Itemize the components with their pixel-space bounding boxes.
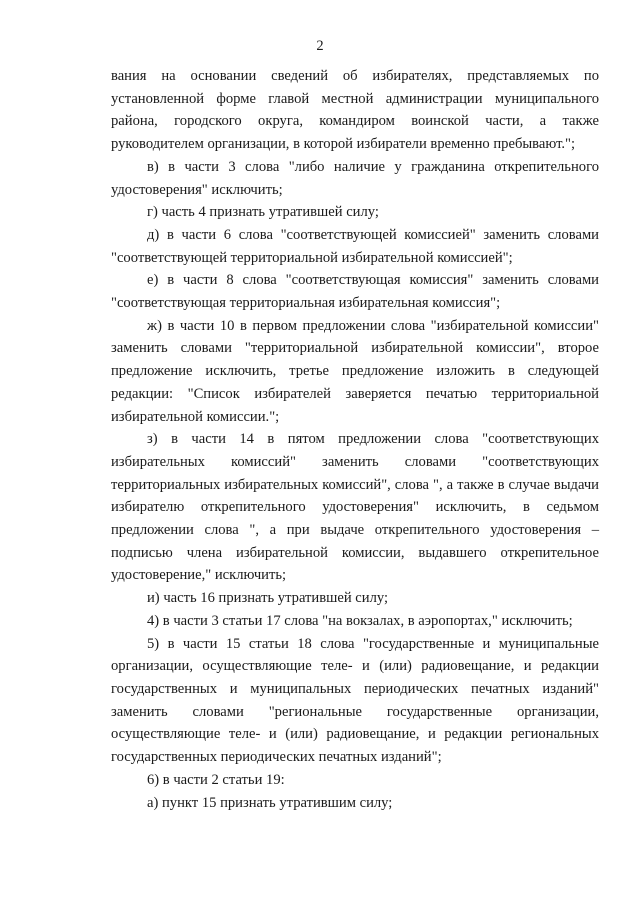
paragraph: а) пункт 15 признать утратившим силу; [147,794,393,811]
paragraph: е) в части 8 слова "соответствующая комиссия" заменить словами "соответствующая территориальная избирательная комиссия"; [111,272,599,312]
document-body [111,65,599,814]
paragraph: ж) в части 10 в первом предложении слова "избирательной комиссии" заменить словами "территориальной избирательной комиссии", второе предложение исключить, третье предложение изложить в следующей редакции: "Список избирателей заверяется печатью территориальной избирательной комиссии."; [111,317,599,425]
paragraph: 6) в части 2 статьи 19: [147,771,285,788]
paragraph: вания на основании сведений об избирателях, представляемых по установленной форме главой местной администрации муниципального района, городского округа, командиром воинской части, а также руководителем организации, в которой избиратели временно пребывают."; [111,68,599,153]
paragraph: з) в части 14 в пятом предложении слова "соответствующих избирательных комиссий" заменить словами "соответствующих территориальных избирательных комиссий", слова ", а также в случае выдачи избирателю открепительного удостоверения" исключить, в седьмом предложении слова ", а при выдаче открепительного удостоверения – подписью члена избирательной комиссии, выдавшего открепительное удостоверение," исключить; [111,431,599,584]
paragraph: в) в части 3 слова "либо наличие у гражданина открепительного удостоверения" исключить; [111,158,599,198]
page-number: 2 [316,38,324,54]
paragraph: д) в части 6 слова "соответствующей комиссией" заменить словами "соответствующей территориальной избирательной комиссией"; [111,226,599,266]
paragraph: 4) в части 3 статьи 17 слова "на вокзалах, в аэропортах," исключить; [147,612,573,629]
paragraph: г) часть 4 признать утратившей силу; [147,204,379,221]
paragraph: и) часть 16 признать утратившей силу; [147,590,389,607]
paragraph: 5) в части 15 статьи 18 слова "государственные и муниципальные организации, осуществляющие теле- и (или) радиовещание, и редакции государственных и муниципальных периодических печатных изданий" заменить словами "региональные государственные организации, осуществляющие теле- и (или) радиовещание, и редакции региональных государственных периодических печатных изданий"; [111,635,599,766]
